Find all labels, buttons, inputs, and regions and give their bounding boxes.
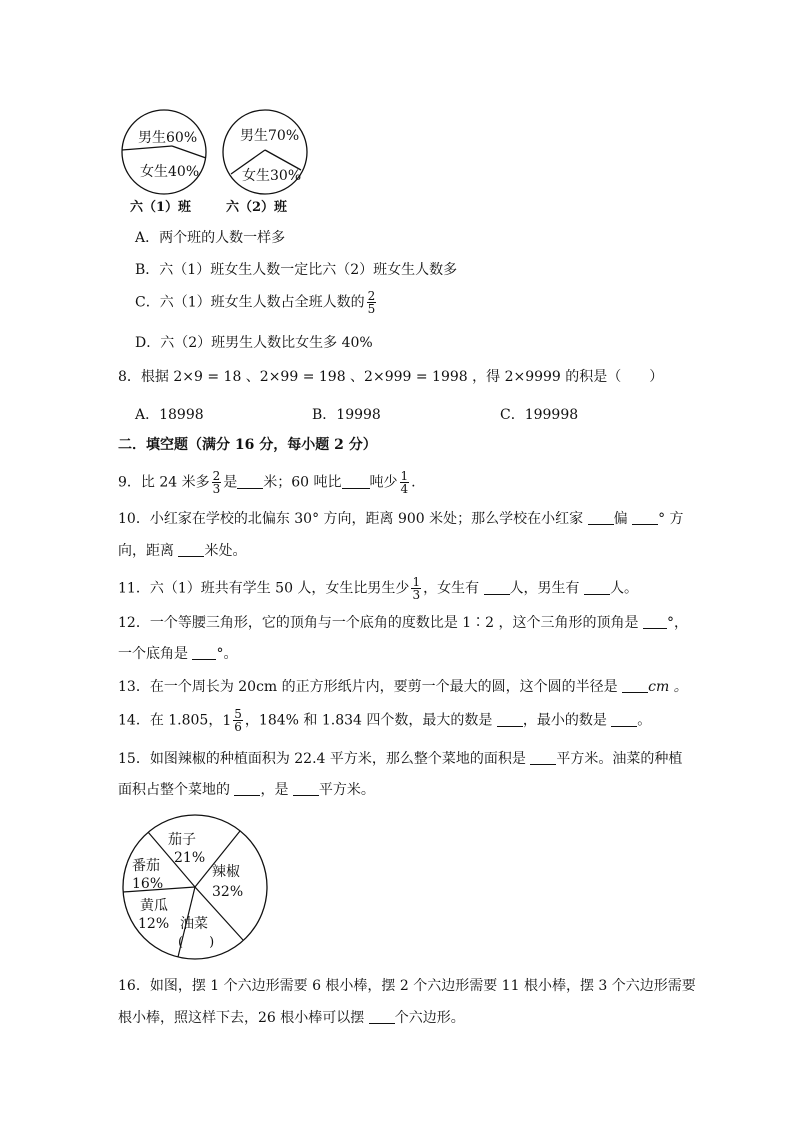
answer-blank[interactable] <box>530 750 556 765</box>
q14-fraction <box>233 708 243 733</box>
q11-text-2: ，女生有 <box>423 580 480 597</box>
answer-blank[interactable] <box>584 580 610 595</box>
class2-circle <box>223 110 307 194</box>
fraction-denominator: 3 <box>212 482 221 496</box>
answer-blank[interactable] <box>588 510 614 525</box>
fraction-denominator: 3 <box>412 588 421 602</box>
answer-blank[interactable] <box>632 510 658 525</box>
q11-text-4: 人。 <box>609 580 638 597</box>
fraction-denominator: 5 <box>367 302 376 316</box>
q14 <box>118 708 651 733</box>
q13 <box>118 677 688 697</box>
answer-blank[interactable] <box>234 781 260 796</box>
q13-text-2: cm 。 <box>648 679 688 695</box>
vegetable-pie-chart <box>118 812 278 962</box>
q15-text-2: 平方米。油菜的种植 <box>556 751 683 767</box>
mixed-whole: 1 <box>222 712 232 729</box>
answer-blank[interactable] <box>192 645 216 660</box>
q9-fraction-1 <box>212 470 222 495</box>
class1-boys-label: 男生60% <box>138 130 198 146</box>
q13-text-1: 13．在一个周长为 20cm 的正方形纸片内，要剪一个最大的圆，这个圆的半径是 <box>118 679 618 695</box>
pie-value-pepper: 32% <box>212 884 244 900</box>
q7-option-c-text: C．六（1）班女生人数占全班人数的 <box>135 294 365 311</box>
q12-text-2: °， <box>666 615 688 631</box>
fraction-numerator: 2 <box>367 289 376 303</box>
q12-text-3: 一个底角是 <box>118 646 188 662</box>
q10-text-3: ° 方 <box>658 511 684 527</box>
pie-label-pepper: 辣椒 <box>212 864 240 880</box>
q10-text-5: 米处。 <box>204 543 247 559</box>
q16-text-2: 个六边形。 <box>394 1010 465 1026</box>
q9-text-1: 9．比 24 米多 <box>118 474 210 491</box>
answer-blank[interactable] <box>178 542 204 557</box>
q12-line-1 <box>118 613 688 633</box>
fraction-numerator: 1 <box>412 575 421 589</box>
fraction-denominator: 6 <box>234 720 242 734</box>
q14-text-3: ，最小的数是 <box>522 712 607 729</box>
fraction-denominator: 4 <box>400 482 409 496</box>
q7-option-c-fraction <box>367 290 377 315</box>
answer-blank[interactable] <box>342 474 370 489</box>
q7-option-a: A．两个班的人数一样多 <box>135 230 286 246</box>
q9 <box>118 470 416 495</box>
q7-option-c <box>135 290 378 315</box>
q8-stem: 8．根据 2×9 = 18 、2×99 = 198 、2×999 = 1998 ，得 2×9999 的积是（ ） <box>118 369 664 385</box>
pie-value-tomato: 16% <box>132 876 164 892</box>
class1-caption: 六（1）班 <box>130 200 192 215</box>
q16-line-1: 16．如图，摆 1 个六边形需要 6 根小棒，摆 2 个六边形需要 11 根小棒，摆 3 个六边形需要 <box>118 978 696 994</box>
class1-divider <box>122 146 172 150</box>
class1-girls-label: 女生40% <box>140 164 200 180</box>
q11 <box>118 576 638 601</box>
answer-blank[interactable] <box>643 614 667 629</box>
section-heading: 二．填空题（满分 16 分，每小题 2 分） <box>118 437 377 453</box>
q9-text-5: . <box>411 474 416 491</box>
q10-line-1 <box>118 509 684 529</box>
answer-blank[interactable] <box>293 781 319 796</box>
q12-text-4: °。 <box>216 646 238 662</box>
answer-blank[interactable] <box>484 580 510 595</box>
fraction-numerator: 5 <box>234 707 242 721</box>
q11-text-3: 人，男生有 <box>509 580 580 597</box>
q10-line-2 <box>118 541 246 561</box>
q9-text-2: 是 <box>223 474 238 491</box>
class2-caption: 六（2）班 <box>226 200 288 215</box>
q8-option-b: B．19998 <box>312 407 381 423</box>
q11-fraction <box>411 576 421 601</box>
q9-text-3: 米；60 吨比 <box>263 474 342 491</box>
q7-option-b: B．六（1）班女生人数一定比六（2）班女生人数多 <box>135 262 458 278</box>
q15-text-4: ，是 <box>260 782 289 798</box>
q10-text-2: 偏 <box>613 511 628 527</box>
q15-text-1: 15．如图辣椒的种植面积为 22.4 平方米，那么整个菜地的面积是 <box>118 751 526 767</box>
answer-blank[interactable] <box>497 712 523 727</box>
q15-line-1 <box>118 749 682 769</box>
pie-label-rape: 油菜 <box>180 916 208 932</box>
class1-circle <box>122 110 206 194</box>
answer-blank[interactable] <box>369 1009 395 1024</box>
pie-label-tomato: 番茄 <box>132 858 160 874</box>
q14-text-2: ，184% 和 1.834 四个数，最大的数是 <box>244 712 493 729</box>
q9-fraction-2 <box>400 470 410 495</box>
answer-blank[interactable] <box>622 678 648 693</box>
q11-text-1: 11．六（1）班共有学生 50 人，女生比男生少 <box>118 580 410 597</box>
pie-value-cucumber: 12% <box>138 916 170 932</box>
q16-line-2 <box>118 1008 465 1028</box>
answer-blank[interactable] <box>237 474 263 489</box>
q9-text-4: 吨少 <box>369 474 398 491</box>
q8-option-c: C．199998 <box>500 407 579 423</box>
q15-text-5: 平方米。 <box>318 782 375 798</box>
pie-value-eggplant: 21% <box>174 850 206 866</box>
q12-line-2 <box>118 644 237 664</box>
fraction-numerator: 1 <box>400 469 409 483</box>
q7-option-d: D．六（2）班男生人数比女生多 40% <box>135 335 373 351</box>
q10-text-1: 10．小红家在学校的北偏东 30° 方向，距离 900 米处；那么学校在小红家 <box>118 511 584 527</box>
pie-label-eggplant: 茄子 <box>168 832 196 848</box>
q8-option-a: A．18998 <box>135 407 204 423</box>
q15-text-3: 面积占整个菜地的 <box>118 782 230 798</box>
class-pie-figure <box>118 108 318 218</box>
class2-girls-label: 女生30% <box>242 168 302 184</box>
q16-text-1: 根小棒，照这样下去，26 根小棒可以摆 <box>118 1010 365 1026</box>
q14-mixed-number <box>222 708 245 733</box>
q14-text-4: 。 <box>637 712 652 729</box>
pie-label-cucumber: 黄瓜 <box>140 898 168 914</box>
q10-text-4: 向，距离 <box>118 543 174 559</box>
q15-line-2 <box>118 780 375 800</box>
q14-text-1: 14．在 1.805， <box>118 712 223 729</box>
answer-blank[interactable] <box>611 712 637 727</box>
pie-value-rape: ( ) <box>178 935 215 950</box>
fraction-numerator: 2 <box>212 469 221 483</box>
q12-text-1: 12．一个等腰三角形，它的顶角与一个底角的度数比是 1∶2 ，这个三角形的顶角是 <box>118 615 639 631</box>
class2-boys-label: 男生70% <box>240 128 300 144</box>
